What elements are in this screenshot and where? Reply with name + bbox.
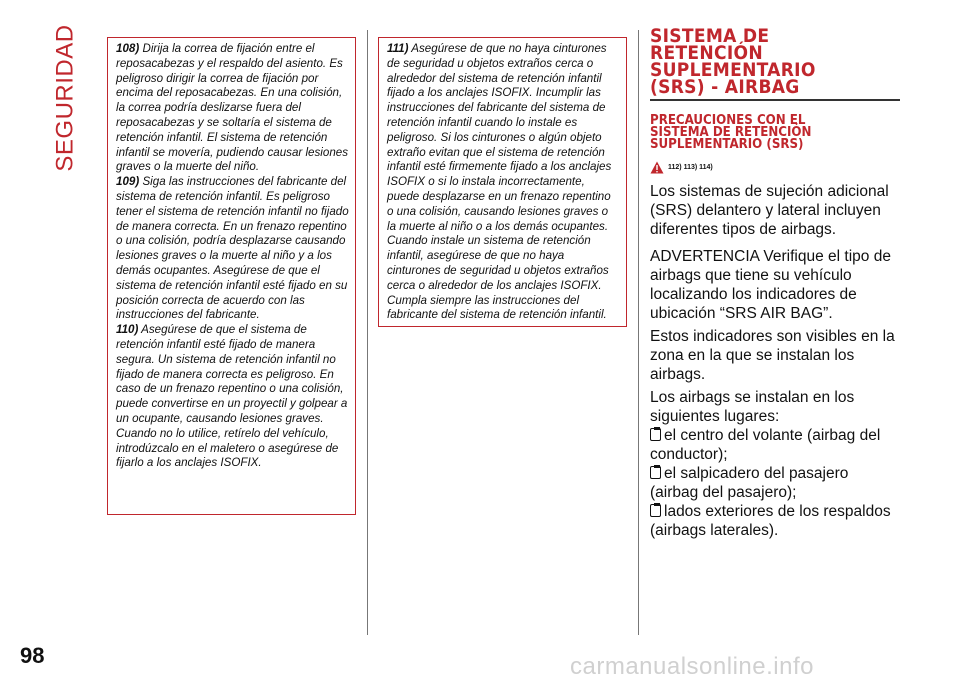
paragraph: Los sistemas de sujeción adicional (SRS) delantero y lateral incluyen diferentes tipos de airbags. [650,183,889,238]
title-line: SUPLEMENTARIO [650,59,816,81]
section-subtitle [650,115,900,151]
warning-number: 110) [116,323,139,337]
title-line: (SRS) - AIRBAG [650,76,800,98]
warning-box-left [107,37,356,515]
warning-108 [116,42,349,175]
warning-references [650,160,900,174]
warning-number: 108) [116,42,140,55]
page-number: 98 [20,643,45,668]
title-line: RETENCIÓN [650,42,763,64]
section-title [650,25,900,101]
subtitle-line: SISTEMA DE RETENCIÓN [650,125,812,140]
list-item [650,426,900,464]
warning-110 [116,323,349,471]
title-line: SISTEMA DE [650,25,770,47]
warning-reference-numbers: 112) 113) 114) [668,163,713,171]
warning-text: Asegúrese de que el sistema de retención infantil esté fijado de manera segura. Un sistema de retención infantil no fijado de manera correcta es peligroso. En caso de un frenazo repentino o una colisión, puede convertirse en un proyectil y golpear a un ocupante, causando lesiones graves. Cuando no lo utilice, retírelo del vehículo, introdúzcalo en el maletero o asegúrese de fijarlo a los anclajes ISOFIX. [116,323,348,470]
warning-text: Asegúrese de que no haya cinturones de seguridad u objetos extraños cerca o alrededor del sistema de retención infantil fijado a los anclajes ISOFIX. Incumplir las instrucciones del fabricante del sistema de retención infantil cuando lo instale es peligroso. Si los cinturones o algún objeto extraño evitan que el sistema de retención infantil esté firmemente fijado a los anclajes ISOFIX o si lo instala incorrectamente, puede desplazarse en un frenazo repentino o una colisión, causando lesiones graves o la muerte al niño o a los demás ocupantes. Cuando instale un sistema de retención infantil, asegúrese de que no haya cinturones de seguridad u objetos extraños cerca o alrededor de los anclajes ISOFIX. Cumpla siempre las instrucciones del fabricante del sistema de retención infantil. [387,42,612,322]
watermark: carmanualsonline.info [570,653,814,680]
warning-box-middle [378,37,627,327]
list-item [650,502,900,540]
warning-109 [116,175,349,323]
subtitle-line: PRECAUCIONES CON EL [650,113,806,128]
srs-section [650,25,900,540]
warning-triangle-icon [650,161,664,174]
bullet-icon [650,504,661,517]
paragraph: ADVERTENCIA Verifique el tipo de airbags que tiene su vehículo localizando los indicadores de ubicación “SRS AIR BAG”. [650,248,891,322]
subtitle-line: SUPLEMENTARIO (SRS) [650,137,804,152]
section-side-tab [52,23,80,172]
list-item-text: el centro del volante (airbag del conductor); [650,427,881,463]
warning-number: 111) [387,42,409,55]
warning-111 [387,42,620,323]
paragraph: Estos indicadores son visibles en la zona en la que se instalan los airbags. [650,328,895,383]
warning-text: Dirija la correa de fijación entre el reposacabezas y el respaldo del asiento. Es peligroso dirigir la correa de fijación por encima del reposacabezas. En una colisión, la correa podría deslizarse fuera del reposacabezas y se soltaría el sistema de retención infantil. El sistema de retención infantil se movería, pudiendo causar lesiones graves o la muerte del niño. [116,42,349,174]
list-item-text: el salpicadero del pasajero (airbag del pasajero); [650,465,849,501]
warning-text: Siga las instrucciones del fabricante del sistema de retención infantil. Es peligroso tener el sistema de retención infantil no fijado de manera correcta. En un frenazo repentino o una colisión, podría desplazarse causando lesiones graves o la muerte al niño y a los demás ocupantes. Asegúrese de que el sistema de retención infantil esté fijado en su posición correcta de acuerdo con las instrucciones del fabricante. [116,175,349,322]
column-divider-right [638,30,639,635]
bullet-icon [650,428,661,441]
column-divider-left [367,30,368,635]
bullet-icon [650,466,661,479]
list-item [650,464,900,502]
warning-number: 109) [116,175,140,189]
paragraph: Los airbags se instalan en los siguientes lugares: [650,389,855,425]
section-side-tab-label: SEGURIDAD [52,23,79,172]
list-item-text: lados exteriores de los respaldos (airbags laterales). [650,503,891,539]
